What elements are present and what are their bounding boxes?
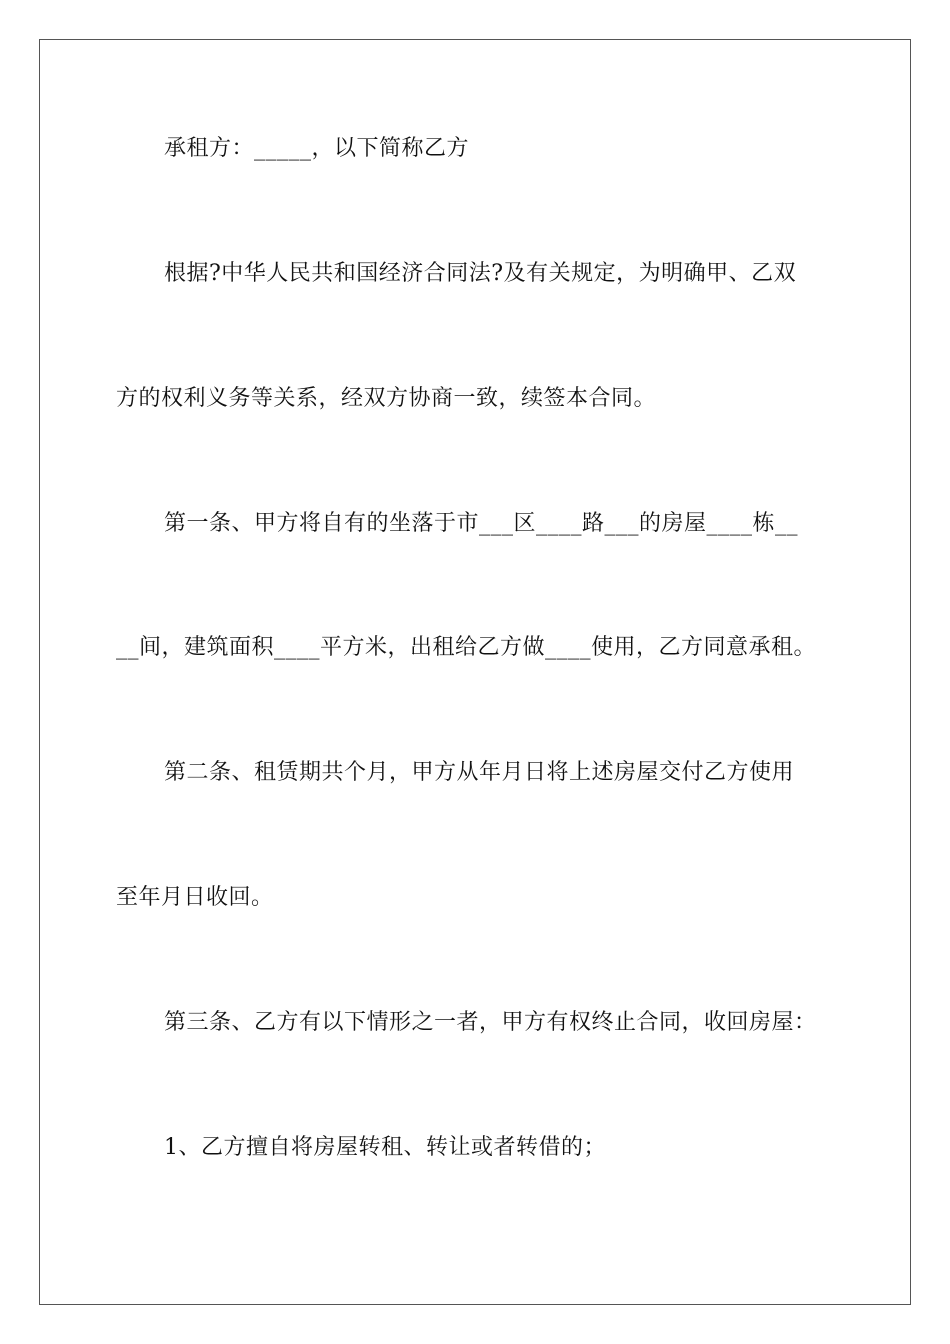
page-border bbox=[39, 39, 911, 1305]
tenant-line: 承租方：_____，以下简称乙方 bbox=[164, 136, 470, 161]
basis-paragraph-line-2: 方的权利义务等关系，经双方协商一致，续签本合同。 bbox=[116, 386, 657, 411]
basis-paragraph-line-1: 根据?中华人民共和国经济合同法?及有关规定，为明确甲、乙双 bbox=[164, 261, 797, 286]
article-1-line-2: __间，建筑面积____平方米，出租给乙方做____使用，乙方同意承租。 bbox=[116, 635, 817, 660]
article-1-line-1: 第一条、甲方将自有的坐落于市___区____路___的房屋____栋__ bbox=[164, 511, 799, 536]
article-2-line-2: 至年月日收回。 bbox=[116, 885, 274, 910]
article-2-line-1: 第二条、租赁期共个月，甲方从年月日将上述房屋交付乙方使用 bbox=[164, 760, 795, 785]
article-3-item-1: 1、乙方擅自将房屋转租、转让或者转借的； bbox=[164, 1135, 606, 1160]
article-3-line: 第三条、乙方有以下情形之一者，甲方有权终止合同，收回房屋： bbox=[164, 1010, 817, 1035]
